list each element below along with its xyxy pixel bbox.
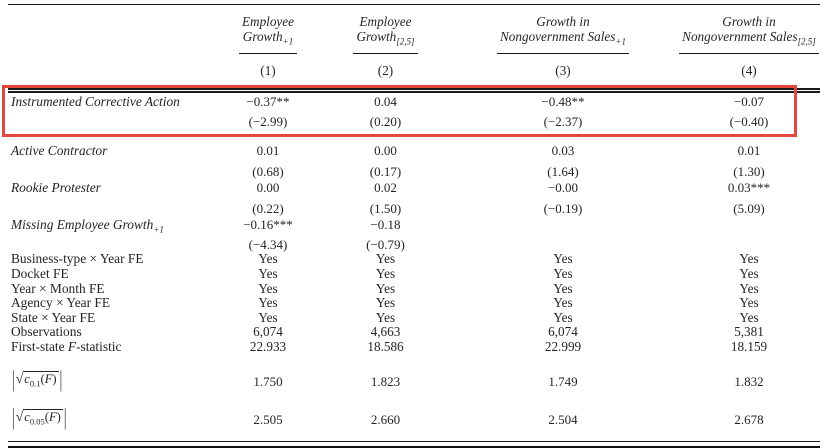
row-label-text: Instrumented Corrective Action [11,93,180,109]
row-label-text: Observations [11,324,82,340]
estimate-cell: 0.01 [256,143,280,159]
column-title-subscript: [2,5] [797,36,816,47]
fe-value-cell: Yes [553,265,573,281]
abs-bar-glyph: | [12,403,15,430]
crit-value-cell: 1.832 [734,374,764,390]
fe-value-cell: Yes [258,251,278,267]
fe-value-cell: Yes [375,265,396,281]
column-title-base: Nongovernment Sales [682,29,798,44]
sqrt-critical-value-expression [11,403,67,430]
tstat-cell: (−2.99) [248,114,288,130]
empty-corner-cell [8,54,213,91]
coef-row-rookie-protester [8,179,820,201]
fe-value-cell: Yes [739,251,759,267]
estimate-cell: −0.37** [246,93,290,109]
tstat-row-instrumented-corrective-action [8,114,820,142]
row-label-italic: F [67,338,77,354]
tstat-cell: (0.20) [369,114,402,130]
estimate-cell: 0.01 [737,143,761,159]
empty-label-cell [8,201,213,216]
fstat-cell: 18.586 [367,338,404,354]
column-header-3 [448,5,678,54]
row-critical-value-5pct [8,392,820,430]
column-header-underlined [353,14,417,54]
fe-row-business-type-year [8,252,820,267]
fe-value-cell: Yes [375,251,396,267]
fe-row-docket [8,267,820,282]
estimate-cell: −0.48** [541,93,585,109]
row-label-subscript: +1 [153,224,164,235]
tstat-cell: (1.64) [547,163,579,179]
abs-bar-glyph: | [12,365,15,393]
column-header-4 [678,5,820,54]
row-label [8,216,213,238]
crit-value-cell: 1.823 [370,374,401,390]
column-title-base: Nongovernment Sales [500,29,616,44]
empty-label-cell [8,114,213,142]
column-title-subscript: +1 [282,36,294,47]
row-label-text: Agency × Year FE [11,295,111,311]
estimate-cell: 0.00 [256,179,280,195]
tstat-cell [678,237,820,252]
column-number-3: (3) [448,54,678,91]
paren-close: ) [56,410,61,424]
variable-c: c [24,372,30,387]
paren-close: ) [52,372,57,387]
variable-F: F [48,410,57,424]
column-title-line2 [682,29,816,50]
radical-sign-glyph: √ [15,372,24,388]
variable-subscript: 0.1 [29,379,41,389]
column-title-line1: Employee [359,14,412,29]
fe-value-cell: Yes [739,309,759,325]
abs-bar-glyph: | [63,403,67,430]
tstat-cell: (−0.79) [366,237,405,253]
abs-bar-glyph: | [59,365,63,393]
tstat-cell: (5.09) [733,200,765,216]
estimate-cell: 0.02 [374,179,397,195]
row-label [8,311,213,326]
empty-label-cell [8,237,213,252]
column-title-subscript: [2,5] [396,36,415,47]
observations-cell: 5,381 [734,324,764,340]
row-label-text: State × Year FE [11,309,96,325]
variable-subscript: 0.05 [29,416,45,427]
estimate-cell: −0.00 [547,179,579,195]
column-header-underlined [497,14,629,54]
column-title-line2 [500,29,626,50]
fstat-cell: 22.999 [544,338,582,354]
row-label-text: Active Contractor [11,143,108,159]
row-label [8,282,213,297]
column-title-line2 [242,29,294,50]
column-header-1 [213,5,323,54]
column-title-base: Growth [356,29,397,44]
column-header-underlined [679,14,819,54]
fe-value-cell: Yes [375,309,396,325]
estimate-cell [678,216,820,238]
tstat-cell: (0.17) [369,163,402,179]
fstat-cell: 18.159 [730,338,768,354]
fe-value-cell: Yes [739,265,759,281]
coef-row-active-contractor [8,142,820,164]
tstat-cell: (−0.19) [543,200,583,216]
column-title-line1: Employee [242,14,294,29]
row-label [8,252,213,267]
variable-F: F [44,372,53,387]
estimate-cell: 0.00 [374,143,397,159]
row-label-text: First-state [11,338,68,354]
row-label [8,90,213,114]
regression-table [8,4,820,448]
tstat-cell: (−0.40) [729,114,769,130]
empty-label-cell [8,164,213,179]
empty-corner-cell [8,5,213,54]
results-table [8,4,820,430]
estimate-cell: −0.18 [370,216,401,232]
fe-value-cell: Yes [739,280,759,296]
estimate-cell: 0.04 [374,93,397,109]
observations-cell: 6,074 [548,324,578,340]
column-title-row [8,5,820,54]
fe-value-cell: Yes [553,295,573,311]
radicand [23,409,63,427]
row-label [8,392,213,430]
estimate-cell [448,216,678,238]
tstat-cell: (−4.34) [248,237,288,253]
paren-open: ( [44,410,49,424]
row-label-text: Missing Employee Growth [11,216,154,232]
observations-cell: 4,663 [370,324,401,340]
table-bottom-rule [8,441,820,448]
tstat-row-active-contractor [8,164,820,179]
row-label [8,179,213,201]
fe-value-cell: Yes [258,309,278,325]
crit-value-cell: 2.505 [253,411,283,427]
fe-row-year-month [8,282,820,297]
row-first-stage-fstat [8,340,820,355]
tstat-cell: (1.30) [733,163,765,179]
estimate-cell: 0.03*** [727,179,771,195]
column-title-subscript: +1 [615,36,626,47]
column-header-underlined [239,14,297,54]
radicand [23,371,58,389]
estimate-cell: 0.03 [551,143,575,159]
column-title-line1: Growth in [536,14,590,29]
row-label [8,142,213,164]
fe-value-cell: Yes [258,280,278,296]
estimate-cell: −0.16*** [243,216,293,232]
fe-row-state-year [8,311,820,326]
column-header-2 [323,5,448,54]
row-label [8,354,213,392]
row-label [8,296,213,311]
row-label-text: Year × Month FE [11,280,105,296]
coef-row-missing-employee-growth [8,216,820,238]
column-number-row [8,54,820,91]
row-label [8,325,213,340]
row-observations [8,325,820,340]
crit-value-cell: 1.749 [548,374,578,390]
estimate-cell: −0.07 [733,93,765,109]
row-critical-value-10pct [8,354,820,392]
fe-row-agency-year [8,296,820,311]
radical-sign-glyph: √ [15,410,24,425]
variable-c: c [24,410,30,424]
row-label [8,340,213,355]
tstat-cell: (0.68) [252,163,284,179]
column-title-line1: Growth in [722,14,776,29]
tstat-cell [448,237,678,252]
fe-value-cell: Yes [258,295,278,311]
paren-open: ( [40,372,45,387]
column-title-base: Growth [242,29,283,44]
column-title-line2 [356,29,414,50]
sqrt-critical-value-expression [11,365,63,393]
crit-value-cell: 2.678 [734,411,764,427]
fe-value-cell: Yes [553,251,573,267]
row-label-text: Docket FE [11,265,69,281]
column-number-2: (2) [323,54,448,91]
crit-value-cell: 1.750 [253,374,283,390]
fe-value-cell: Yes [375,280,396,296]
row-label-tail: -statistic [76,338,122,354]
fe-value-cell: Yes [553,280,573,296]
row-label-text: Rookie Protester [11,179,101,195]
crit-value-cell: 2.504 [548,411,578,427]
tstat-row-missing-employee-growth [8,237,820,252]
row-label-text: Business-type × Year FE [11,251,144,267]
fstat-cell: 22.933 [249,338,287,354]
crit-value-cell: 2.660 [370,411,401,427]
observations-cell: 6,074 [253,324,283,340]
coef-row-instrumented-corrective-action [8,90,820,114]
row-label [8,267,213,282]
tstat-cell: (1.50) [369,200,402,216]
fe-value-cell: Yes [375,295,396,311]
fe-value-cell: Yes [739,295,759,311]
column-number-4: (4) [678,54,820,91]
column-number-1: (1) [213,54,323,91]
fe-value-cell: Yes [258,265,278,281]
fe-value-cell: Yes [553,309,573,325]
tstat-row-rookie-protester [8,201,820,216]
tstat-cell: (−2.37) [543,114,583,130]
tstat-cell: (0.22) [252,200,284,216]
